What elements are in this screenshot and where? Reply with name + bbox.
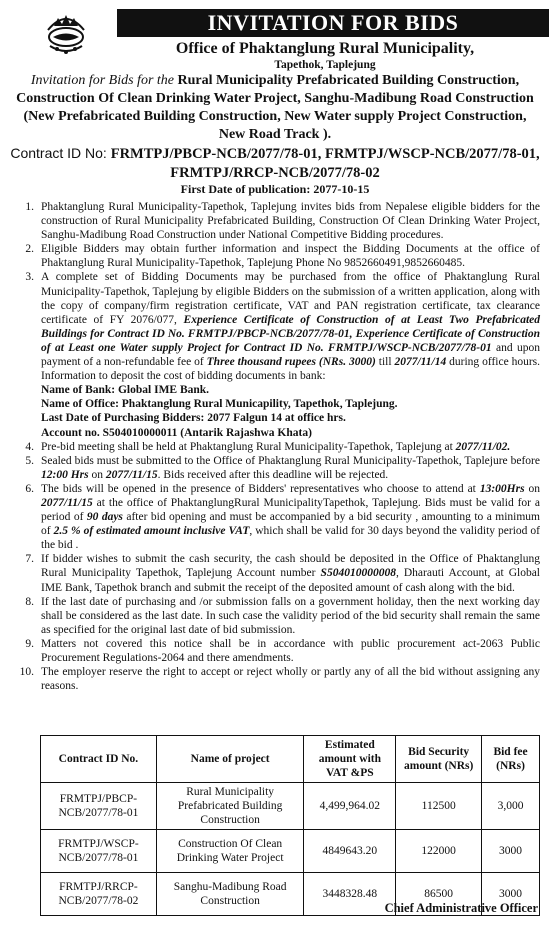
bid-security-rate: 2.5 % of estimated amount inclusive VAT — [53, 525, 250, 538]
project-name-cell: Rural Municipality Prefabricated Building Construction — [156, 783, 304, 830]
signatory-title: Chief Administrative Officer — [384, 901, 538, 915]
item-text: Phaktanglung Rural Municipality-Tapethok, Taplejung invites bids from Nepalese eligible bidders for the construction of Rural Municipality Prefabricated Building, Construction Of Clean Drinking Water Project, Sanghu-Madibung Road Construction under National Competitive Bidding procedures. — [41, 201, 540, 242]
government-emblem-icon — [42, 10, 90, 56]
office-location: Tapethok, Taplejung — [274, 59, 376, 71]
bid-fee-cell: 3000 — [482, 873, 540, 916]
table-row — [41, 830, 540, 873]
table-header-row — [41, 736, 540, 783]
list-item — [0, 665, 540, 693]
item-text: If the last date of purchasing and /or submission falls on a government holiday, then the next working day shall be considered as the last date. In such case the validity period of the bid security shall remain the same as specified for the original last date of bid submission. — [41, 595, 540, 636]
office-name: Office of Phaktanglung Rural Municipality, — [175, 40, 475, 57]
bid-fee-cell: 3000 — [482, 830, 540, 873]
project-name-cell: Construction Of Clean Drinking Water Project — [156, 830, 304, 873]
list-item: 3. A complete set of Bidding Documents may be purchased from the office of Phaktanglung Rural Municipality-Tapethok, Taplejung by eligible Bidders on the submission of a written application, along with the copy of company/firm registration certificate, VAT and PAN registration certificate, tax clearance certificate of FY 2076/077, Experience Certificate of Construction of at Least Two Prefabricated Buildings for Contract ID No. FRMTPJ/PBCP-NCB/2077/78-01, Experience Certificate of Construction of at Least one Water supply Project for Contract ID No. FRMTPJ/WSCP-NCB/2077/78-01 and upon payment of a non-refundable fee of Three thousand rupees (NRs. 3000) till 2077/11/14 during office hours. Information to deposit the cost of bidding documents in bank: Name of Bank: Global IME Bank. Name of Office: Phaktanglung Rural Municapility, Tapethok, Taplejung. Last Date of Purchasing Bidders: 2077 Falgun 14 at office hrs. Account no. S504010000011 (Antarik Rajashwa Khata) — [0, 270, 540, 439]
list-item: 5. Sealed bids must be submitted to the Office of Phaktanglung Rural Municipality-Tapethok, Taplejure before 12:00 Hrs on 2077/11/15. Bids received after this deadline will be rejected. — [0, 454, 540, 482]
document-fee: Three thousand rupees (NRs. 3000) — [206, 356, 376, 369]
list-item — [0, 637, 540, 665]
contract-id-cell: FRMTPJ/WSCP-NCB/2077/78-01 — [41, 830, 157, 873]
bank-details — [41, 383, 540, 439]
list-item: 7. If bidder wishes to submit the cash security, the cash should be deposited in the Office of Phaktanglung Rural Municipality Tapethok, Taplejung Account number S504010000008, Dharauti Account, at Global IME Bank, Tapethok branch and submit the receipt of the deposited amount of cash along with the bid. — [0, 552, 540, 594]
validity-period: 90 days — [86, 511, 123, 524]
item-text: Eligible Bidders may obtain further information and inspect the Bidding Documents at the office of Phaktanglung Rural Municipality-Tapethok, Taplejung Phone No 9852660491,9852660485. — [41, 243, 540, 270]
invitation-lead: Invitation for Bids for the — [30, 73, 174, 88]
list-item: 4. Pre-bid meeting shall be held at Phaktanglung Rural Municipality-Tapethok, Taplejung at 2077/11/02. — [0, 440, 540, 454]
item-number: 7. — [25, 553, 34, 566]
contract-id-line — [10, 144, 540, 182]
bid-fee-cell: 3,000 — [482, 783, 540, 830]
invitation-heading — [10, 72, 540, 144]
contract-id-values: FRMTPJ/PBCP-NCB/2077/78-01, FRMTPJ/WSCP-NCB/2077/78-01, FRMTPJ/RRCP-NCB/2077/78-02 — [110, 146, 540, 181]
project-name-cell: Sanghu-Madibung Road Construction — [156, 873, 304, 916]
bid-security-cell: 122000 — [396, 830, 482, 873]
column-header: Bid fee (NRs) — [482, 736, 540, 783]
item-number: 1. — [25, 201, 34, 213]
column-header: Contract ID No. — [41, 736, 157, 783]
item-text: A complete set of Bidding Documents may be purchased from the office of Phaktanglung Rural Municipality-Tapethok, Taplejung by eligible Bidders on the submission of a written application, along with the copy of company/firm registration certificate, VAT and PAN registration certificate, tax clearance certificate of FY 2076/077, — [41, 271, 540, 326]
notice-points — [0, 200, 540, 693]
deposit-account-number: S504010000008 — [320, 567, 396, 580]
bid-security-cell: 86500 — [396, 873, 482, 916]
estimated-amount-cell: 4,499,964.02 — [304, 783, 396, 830]
contract-id-cell: FRMTPJ/PBCP-NCB/2077/78-01 — [41, 783, 157, 830]
column-header: Estimated amount with VAT &PS — [304, 736, 396, 783]
submission-date: 2077/11/15 — [105, 468, 158, 481]
item-number: 10. — [19, 666, 34, 679]
opening-date: 2077/11/15 — [41, 496, 93, 509]
bid-security-cell: 112500 — [396, 783, 482, 830]
purchase-last-date: Last Date of Purchasing Bidders: 2077 Falgun 14 at office hrs. — [41, 412, 346, 425]
bids-table — [40, 735, 540, 916]
item-text: Matters not covered this notice shall be in accordance with public procurement act-2063 Public Procurement Regulations-2064 and there amendments. — [41, 637, 540, 664]
prebid-date: 2077/11/02. — [455, 440, 511, 453]
list-item: 6. The bids will be opened in the presence of Bidders' representatives who choose to attend at 13:00Hrs on 2077/11/15 at the office of PhaktanglungRural MunicipalityTapethok, Taplejung. Bids must be valid for a period of 90 days after bid opening and must be accompanied by a bid security , amounting to a minimum of 2.5 % of estimated amount inclusive VAT, which shall be valid for 30 days beyond the validity period of the bid . — [0, 482, 540, 552]
bank-office-name: Name of Office: Phaktanglung Rural Municapility, Tapethok, Taplejung. — [41, 398, 398, 411]
invitation-projects: Rural Municipality Prefabricated Building Construction, Construction Of Clean Drinking Water Project, Sanghu-Madibung Road Construction (New Prefabricated Building Construction, New Water supply Project Construction, New Road Track ). — [16, 73, 534, 142]
purchase-deadline: 2077/11/14 — [394, 356, 447, 369]
bank-account-number: Account no. S504010000011 (Antarik Rajashwa Khata) — [41, 426, 312, 439]
item-number: 4. — [25, 440, 34, 453]
item-number: 3. — [25, 271, 34, 284]
experience-requirements: Experience Certificate of Construction of at Least Two Prefabricated Buildings for Contract ID No. FRMTPJ/PBCP-NCB/2077/78-01, Experience Certificate of Construction of at Least one Water supply Project for Contract ID No. FRMTPJ/WSCP-NCB/2077/78-01 — [41, 313, 540, 354]
item-number: 2. — [25, 243, 34, 256]
submission-time: 12:00 Hrs — [41, 468, 89, 481]
item-text: The employer reserve the right to accept or reject wholly or partly any of all the bid without assigning any reasons. — [41, 666, 540, 693]
item-number: 9. — [25, 637, 34, 650]
list-item — [0, 200, 540, 242]
bank-name: Name of Bank: Global IME Bank. — [41, 384, 210, 397]
contract-id-label: Contract ID No: — [10, 145, 107, 161]
item-number: 6. — [25, 482, 34, 495]
list-item — [0, 242, 540, 270]
column-header: Name of project — [156, 736, 304, 783]
item-number: 8. — [25, 595, 34, 608]
table-row — [41, 783, 540, 830]
publication-date: First Date of publication: 2077-10-15 — [180, 182, 370, 196]
contract-id-cell: FRMTPJ/RRCP-NCB/2077/78-02 — [41, 873, 157, 916]
opening-time: 13:00Hrs — [479, 482, 525, 495]
list-item — [0, 595, 540, 637]
notice-title-banner: INVITATION FOR BIDS — [117, 9, 549, 37]
estimated-amount-cell: 3448328.48 — [304, 873, 396, 916]
item-number: 5. — [25, 454, 34, 467]
column-header: Bid Security amount (NRs) — [396, 736, 482, 783]
estimated-amount-cell: 4849643.20 — [304, 830, 396, 873]
